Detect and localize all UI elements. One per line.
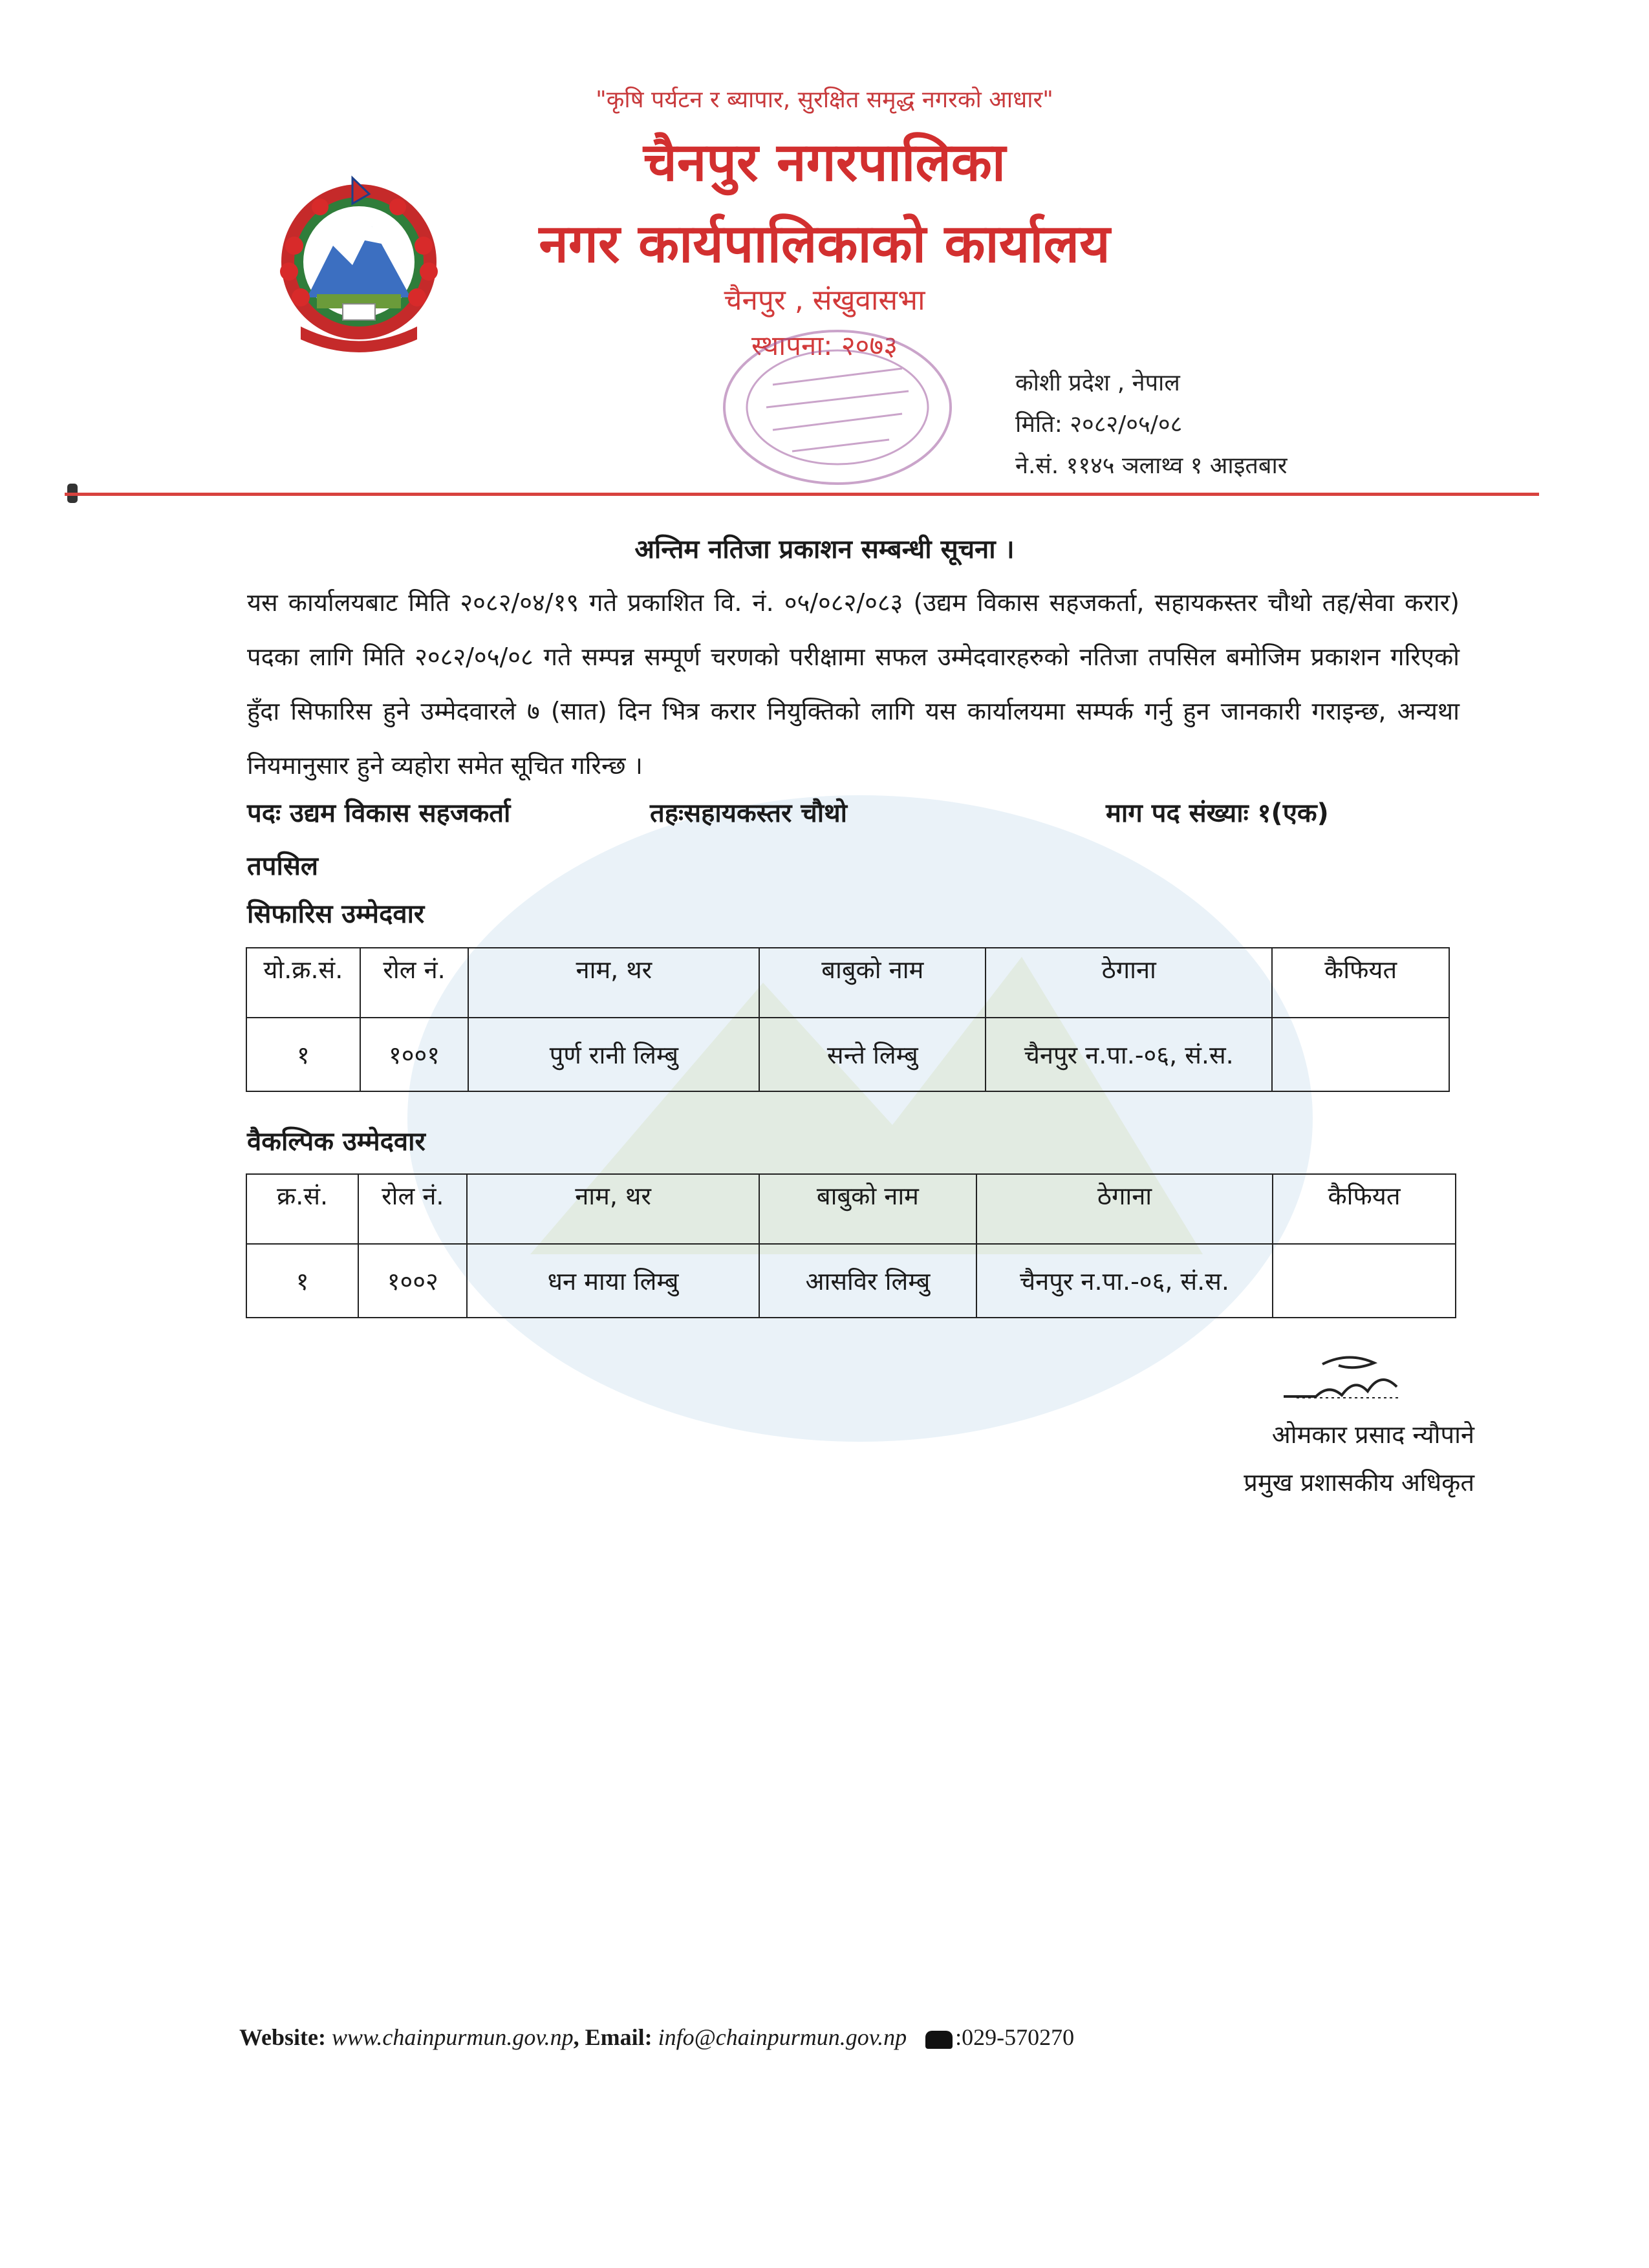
remarks-cell — [1272, 1018, 1449, 1091]
nepal-sambat-line: ने.सं. ११४५ ञलाथ्व १ आइतबार — [1015, 453, 1288, 479]
col-header: यो.क्र.सं. — [246, 948, 360, 1018]
office-location: चैनपुर , संखुवासभा — [724, 284, 925, 317]
date-line: मिति: २०८२/०५/०८ — [1015, 411, 1183, 438]
col-header: बाबुको नाम — [759, 1174, 976, 1244]
col-header: रोल नं. — [360, 948, 469, 1018]
name-cell: पुर्ण रानी लिम्बु — [468, 1018, 759, 1091]
municipality-name: चैनपुर नगरपालिका — [643, 132, 1006, 193]
col-header: ठेगाना — [986, 948, 1272, 1018]
office-seal-stamp — [715, 323, 960, 491]
established-year: स्थापना: २०७३ — [751, 330, 898, 361]
watermark-emblem — [401, 789, 1319, 1448]
roll-cell: १००२ — [358, 1244, 467, 1318]
motto: "कृषि पर्यटन र ब्यापार, सुरक्षित समृद्ध नगरको आधार" — [596, 87, 1053, 113]
table-row — [246, 1244, 1456, 1318]
signatory-designation: प्रमुख प्रशासकीय अधिकृत — [1244, 1468, 1474, 1497]
address-cell: चैनपुर न.पा.-०६, सं.स. — [986, 1018, 1272, 1091]
alternate-table — [246, 1173, 1456, 1318]
phone-number: :029-570270 — [955, 2024, 1075, 2050]
post-label: पदः उद्यम विकास सहजकर्ता — [247, 798, 511, 828]
recommended-table — [246, 947, 1450, 1092]
province-line: कोशी प्रदेश , नेपाल — [1015, 370, 1180, 396]
website-link[interactable]: www.chainpurmun.gov.np — [331, 2024, 574, 2050]
address-cell: चैनपुर न.पा.-०६, सं.स. — [976, 1244, 1273, 1318]
serial-cell: १ — [246, 1244, 358, 1318]
header-divider — [65, 493, 1539, 496]
signatory-name: ओमकार प्रसाद न्यौपाने — [1271, 1420, 1474, 1449]
alternate-heading: वैकल्पिक उम्मेदवार — [247, 1127, 426, 1157]
email-link[interactable]: info@chainpurmun.gov.np — [658, 2024, 907, 2050]
table-header-row — [246, 1174, 1456, 1244]
father-name-cell: आसविर लिम्बु — [759, 1244, 976, 1318]
footer-contact — [239, 2024, 1074, 2051]
col-header: नाम, थर — [467, 1174, 759, 1244]
serial-cell: १ — [246, 1018, 360, 1091]
table-row — [246, 1018, 1449, 1091]
phone-icon — [925, 2031, 953, 2049]
name-cell: धन माया लिम्बु — [467, 1244, 759, 1318]
table-header-row — [246, 948, 1449, 1018]
col-header: रोल नं. — [358, 1174, 467, 1244]
col-header: कैफियत — [1273, 1174, 1456, 1244]
notice-title: अन्तिम नतिजा प्रकाशन सम्बन्धी सूचना । — [634, 535, 1015, 564]
handwritten-signature — [1277, 1351, 1406, 1416]
demand-count-label: माग पद संख्याः १(एक) — [1106, 798, 1329, 828]
roll-cell: १००१ — [360, 1018, 469, 1091]
col-header: ठेगाना — [976, 1174, 1273, 1244]
email-label: , Email: — [573, 2024, 652, 2050]
col-header: क्र.सं. — [246, 1174, 358, 1244]
col-header: नाम, थर — [468, 948, 759, 1018]
col-header: कैफियत — [1272, 948, 1449, 1018]
recommended-heading: सिफारिस उम्मेदवार — [247, 899, 425, 929]
schedule-label: तपसिल — [247, 851, 319, 881]
col-header: बाबुको नाम — [759, 948, 986, 1018]
father-name-cell: सन्ते लिम्बु — [759, 1018, 986, 1091]
level-label: तहःसहायकस्तर चौथो — [650, 798, 848, 828]
website-label: Website: — [239, 2024, 326, 2050]
office-name: नगर कार्यपालिकाको कार्यालय — [539, 213, 1110, 275]
notice-body: यस कार्यालयबाट मिति २०८२/०४/१९ गते प्रकाशित वि. नं. ०५/०८२/०८३ (उद्यम विकास सहजकर्ता, सहायकस्तर चौथो तह/सेवा करार) पदका लागि मिति २०८२/०५/०८ गते सम्पन्न सम्पूर्ण चरणको परीक्षामा सफल उम्मेदवारहरुको नतिजा तपसिल बमोजिम प्रकाशन गरिएको हुँदा सिफारिस हुने उम्मेदवारले ७ (सात) दिन भित्र करार नियुक्तिको लागि यस कार्यालयमा सम्पर्क गर्नु हुन जानकारी गराइन्छ, अन्यथा नियमानुसार हुने व्यहोरा समेत सूचित गरिन्छ । — [247, 588, 1460, 780]
remarks-cell — [1273, 1244, 1456, 1318]
